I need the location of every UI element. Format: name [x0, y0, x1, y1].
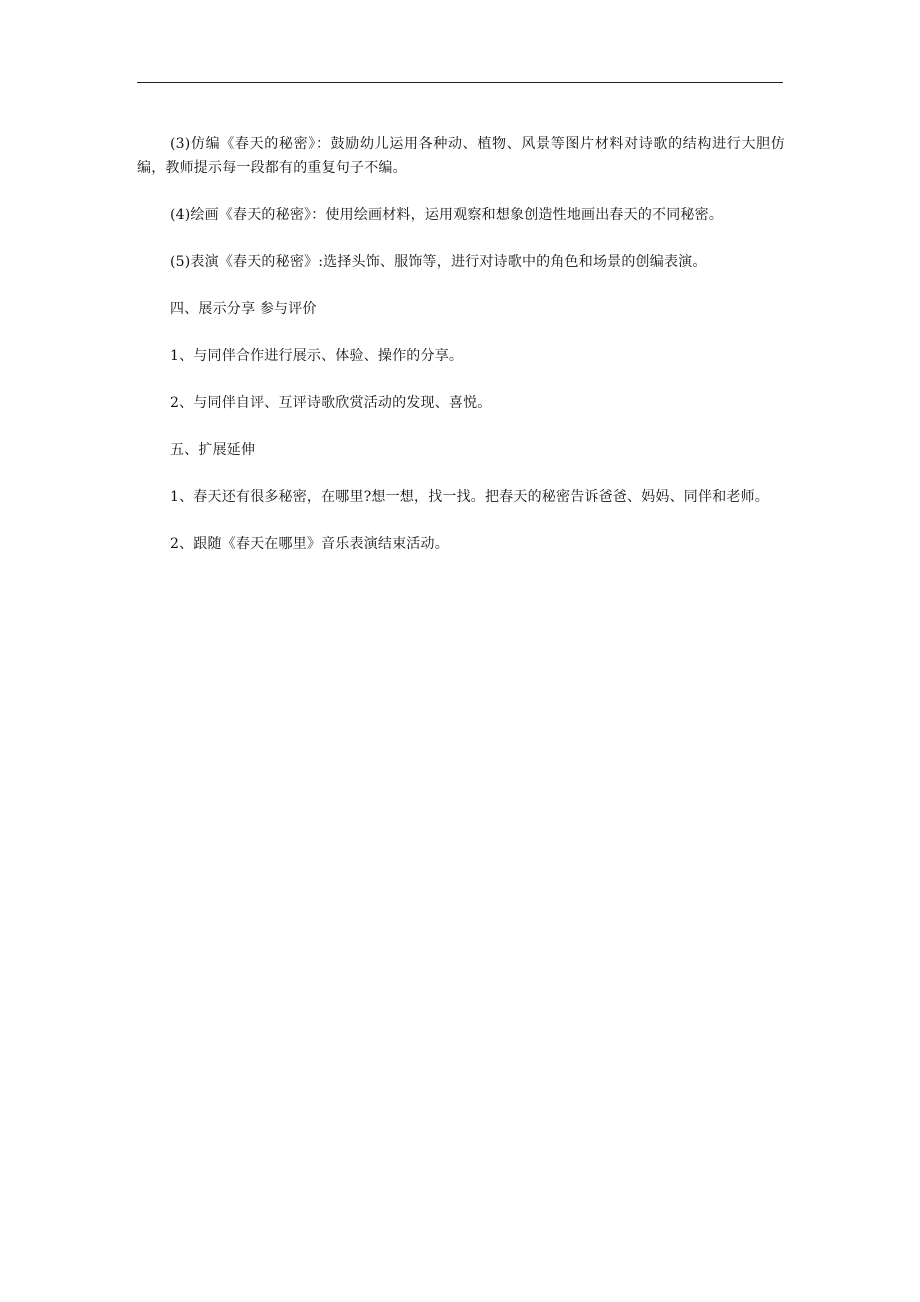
paragraph-peer-evaluation: 2、与同伴自评、互评诗歌欣赏活动的发现、喜悦。 [170, 395, 492, 411]
header-rule [137, 82, 783, 83]
paragraph-share-with-peers: 1、与同伴合作进行展示、体验、操作的分享。 [170, 348, 464, 364]
section-heading-extension: 五、扩展延伸 [170, 442, 256, 458]
paragraph-perform-poem: (5)表演《春天的秘密》:选择头饰、服饰等，进行对诗歌中的角色和场景的创编表演。 [170, 254, 707, 270]
paragraph-draw-spring: (4)绘画《春天的秘密》：使用绘画材料，运用观察和想象创造性地画出春天的不同秘密。 [170, 207, 724, 223]
paragraph-find-spring-secrets: 1、春天还有很多秘密，在哪里?想一想，找一找。把春天的秘密告诉爸爸、妈妈、同伴和老师。 [170, 489, 770, 505]
document-body [137, 132, 785, 579]
paragraph-closing-music: 2、跟随《春天在哪里》音乐表演结束活动。 [170, 536, 449, 552]
section-heading-share-evaluate: 四、展示分享 参与评价 [170, 301, 317, 317]
paragraph-imitate-poem: (3)仿编《春天的秘密》：鼓励幼儿运用各种动、植物、风景等图片材料对诗歌的结构进行大胆仿编，教师提示每一段都有的重复句子不编。 [137, 136, 785, 176]
